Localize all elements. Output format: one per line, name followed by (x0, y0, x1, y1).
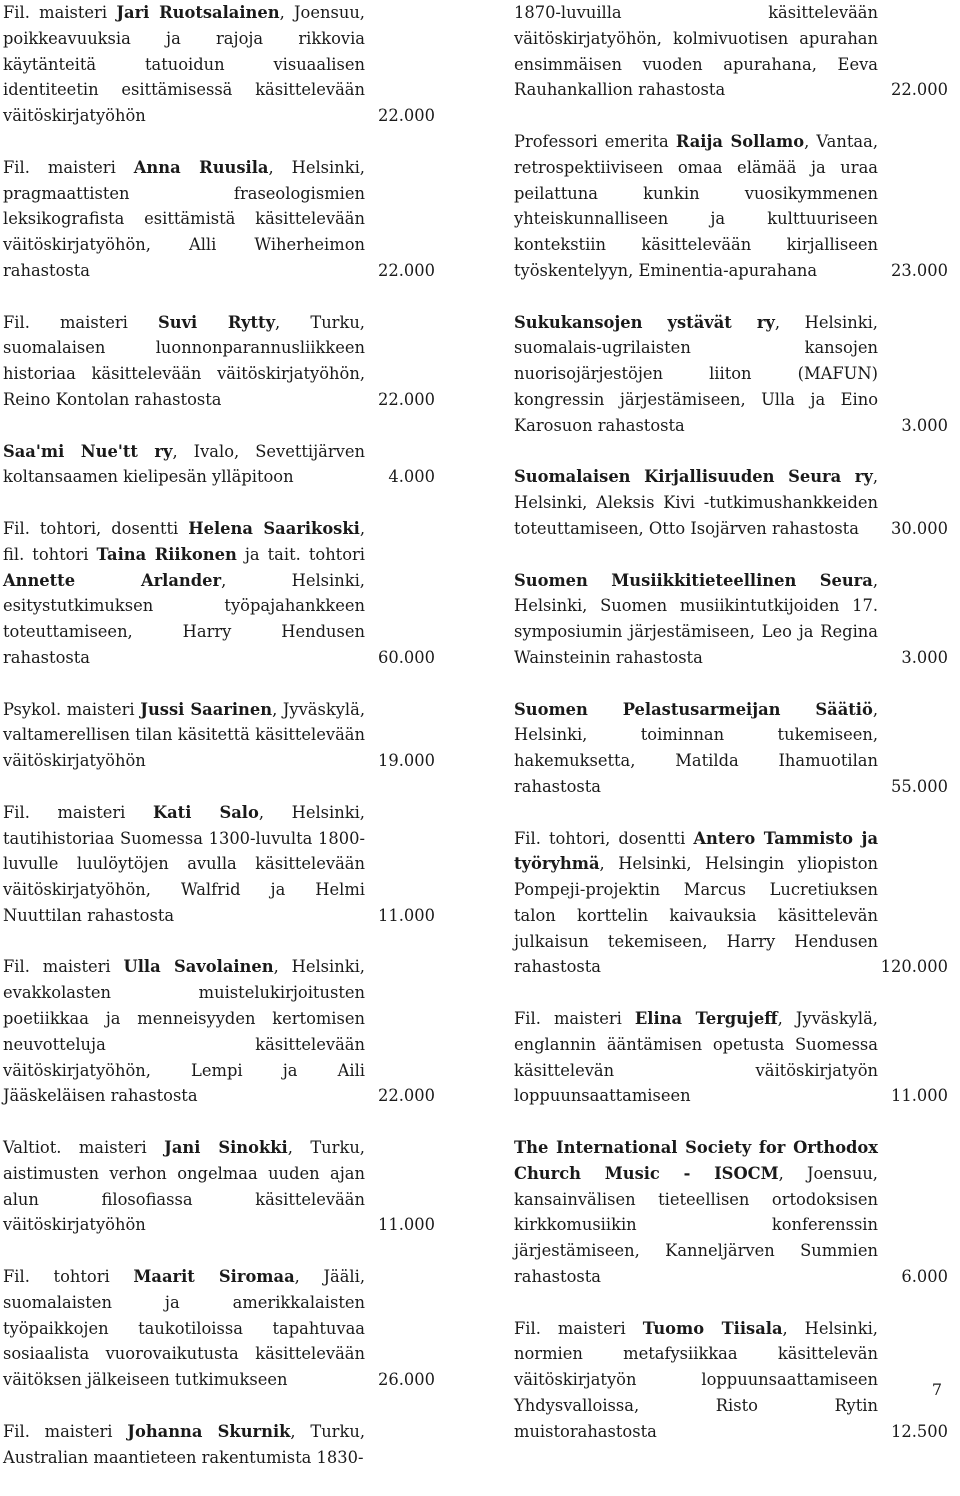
recipient-name: Anna Ruusila (133, 157, 269, 177)
grant-description (514, 310, 878, 439)
recipient-name: The International Society for Orthodox Church Music - ISOCM (514, 1138, 878, 1183)
grant-purpose: , Jyväskylä, englannin ääntämisen opetusta Suomessa käsittelevän väitöskirjatyön loppuunsaattamiseen (514, 1009, 878, 1106)
grant-description (3, 954, 365, 1109)
recipient-name: Elina Tergujeff (634, 1009, 778, 1029)
grant-description (514, 0, 878, 103)
grant-entry (3, 1419, 453, 1471)
grant-entry (514, 1316, 960, 1445)
grant-description (3, 310, 365, 413)
grant-entry (514, 1135, 960, 1290)
recipient-name: Saa'mi Nue'tt ry (3, 441, 173, 461)
grant-description (514, 1135, 878, 1290)
grant-description (3, 516, 365, 671)
recipient-title: Fil. maisteri (514, 1009, 635, 1029)
grant-purpose: , Joensuu, kansainvälisen tieteellisen ortodoksisen kirkkomusiikin konferenssin järjestämiseen, Kanneljärven Summien rahastosta (514, 1163, 878, 1287)
recipient-name: Raija Sollamo (675, 131, 805, 151)
grant-description (514, 1316, 878, 1445)
grant-amount: 11.000 (891, 1086, 948, 1106)
grant-amount: 60.000 (378, 647, 435, 667)
grant-description (514, 826, 878, 981)
recipient-title: Fil. maisteri (514, 1318, 643, 1338)
recipient-name: Jari Ruotsalainen (116, 3, 280, 22)
grant-description (3, 697, 365, 774)
recipient-title: Psykol. maisteri (3, 699, 141, 719)
recipient-title: Valtiot. maisteri (3, 1138, 165, 1158)
grant-description (514, 568, 878, 671)
grant-purpose: , Jyväskylä, valtamerellisen tilan käsitettä käsittelevään väitöskirjatyöhön (3, 699, 365, 771)
recipient-name: Annette Arlander (3, 570, 222, 590)
grant-description (3, 1264, 365, 1393)
grant-purpose: , Helsinki, esitystutkimuksen työpajahankkeen toteuttamiseen, Harry Hendusen rahastosta (3, 570, 365, 667)
grant-entry (3, 1264, 453, 1393)
recipient-title: Professori emerita (514, 131, 676, 151)
grant-purpose: , Helsinki, toiminnan tukemiseen, hakemuksetta, Matilda Ihamuotilan rahastosta (514, 699, 878, 796)
grant-purpose: , Ivalo, Sevettijärven koltansaamen kielipesän ylläpitoon (3, 441, 365, 487)
grant-amount: 22.000 (378, 106, 435, 126)
grant-amount: 4.000 (388, 467, 435, 487)
grant-amount: 12.500 (891, 1421, 948, 1441)
grant-amount: 22.000 (378, 1086, 435, 1106)
grant-purpose: , Vantaa, retrospektiiviseen omaa elämää ja uraa peilattuna kunkin vuosikymmenen yhteiskunnalliseen ja kulttuuriseen kontekstiin käsittelevään kirjalliseen työskentelyyn, Eminentia-apurahana (514, 131, 878, 280)
grant-description (514, 697, 878, 800)
grant-entry (3, 697, 453, 774)
recipient-title: Fil. maisteri (3, 157, 134, 177)
grant-purpose: , Helsinki, Aleksis Kivi -tutkimushankkeiden toteuttamiseen, Otto Isojärven rahastosta (514, 467, 878, 538)
grant-entry (3, 155, 453, 284)
grant-description (514, 464, 878, 541)
recipient-name: Jani Sinokki (164, 1138, 288, 1158)
recipient-name: Maarit Siromaa (133, 1267, 295, 1287)
grant-description (3, 1419, 365, 1471)
recipient-title: Fil. maisteri (3, 957, 124, 977)
grant-description (3, 1135, 365, 1238)
recipient-name: Ulla Savolainen (123, 957, 274, 977)
grant-purpose: , Turku, aistimusten verhon ongelmaa uuden ajan alun filosofiassa käsittelevään väitöskirjatyöhön (3, 1138, 365, 1235)
recipient-name: Suomalaisen Kirjallisuuden Seura ry (514, 467, 873, 487)
grant-entry (514, 826, 960, 981)
grant-amount: 26.000 (378, 1370, 435, 1390)
recipient-name: Kati Salo (152, 802, 259, 822)
grant-entry (3, 1135, 453, 1238)
grant-entry (3, 516, 453, 671)
grant-description (514, 129, 878, 284)
grant-amount: 3.000 (901, 415, 948, 435)
left-column (3, 0, 453, 1496)
recipient-title: Fil. maisteri (3, 312, 158, 332)
grant-amount: 55.000 (891, 776, 948, 796)
grant-purpose: , Turku, suomalaisen luonnonparannusliikkeen historiaa käsittelevään väitöskirjatyöhön, Reino Kontolan rahastosta (3, 312, 365, 409)
recipient-name: Suvi Rytty (157, 312, 276, 332)
grant-amount: 11.000 (378, 905, 435, 925)
grant-entry (514, 568, 960, 671)
grant-entry (514, 0, 960, 103)
grant-description (514, 1006, 878, 1109)
grant-purpose: , Turku, Australian maantieteen rakentumista 1830- (3, 1421, 365, 1467)
recipient-title: ja tait. tohtori (236, 544, 366, 564)
grant-purpose: , Helsinki, tautihistoriaa Suomessa 1300-luvulta 1800-luvulle luulöytöjen avulla käsittelevään väitöskirjatyöhön, Walfrid ja Helmi Nuuttilan rahastosta (3, 802, 365, 925)
grant-description (3, 800, 365, 929)
grant-description (3, 155, 365, 284)
grant-entry (3, 800, 453, 929)
recipient-name: Jussi Saarinen (140, 699, 273, 719)
grant-purpose: , Helsinki, normien metafysiikkaa käsittelevän väitöskirjatyön loppuunsaattamiseen Yhdysvalloissa, Risto Rytin muistorahastosta (514, 1318, 878, 1441)
recipient-name: Helena Saarikoski (188, 518, 360, 538)
recipient-title: , fil. tohtori (3, 518, 366, 564)
grant-purpose: , Helsinki, Helsingin yliopiston Pompeji-projektin Marcus Lucretiuksen talon korttelin kaivauksia käsittelevän julkaisun tekemiseen, Harry Hendusen rahastosta (514, 854, 878, 977)
right-column (514, 0, 960, 1470)
recipient-name: Tuomo Tiisala (642, 1318, 783, 1338)
grant-description (3, 439, 365, 491)
grant-amount: 6.000 (901, 1267, 948, 1287)
grant-purpose: , Helsinki, pragmaattisten fraseologismien leksikografista esittämistä käsittelevään väitöskirjatyöhön, Alli Wiherheimon rahastosta (3, 157, 365, 280)
grant-entry (3, 954, 453, 1109)
recipient-title: Fil. tohtori, dosentti (514, 828, 694, 848)
recipient-name: Sukukansojen ystävät ry (514, 312, 775, 332)
recipient-name: Suomen Musiikkitieteellinen Seura (514, 570, 873, 590)
grant-purpose: , Helsinki, suomalais-ugrilaisten kansojen nuorisojärjestöjen liiton (MAFUN) kongressin järjestämiseen, Ulla ja Eino Karosuon rahastosta (514, 312, 878, 435)
grant-amount: 3.000 (901, 647, 948, 667)
recipient-title: Fil. maisteri (3, 802, 153, 822)
recipient-title: Fil. tohtori (3, 1267, 134, 1287)
grant-amount: 23.000 (891, 260, 948, 280)
grant-purpose: 1870-luvuilla käsittelevään väitöskirjatyöhön, kolmivuotisen apurahan ensimmäisen vuoden apurahana, Eeva Rauhankallion rahastosta (514, 3, 878, 100)
grant-entry (514, 1006, 960, 1109)
grant-entry (514, 464, 960, 541)
recipient-title: Fil. maisteri (3, 3, 117, 22)
grant-entry (3, 439, 453, 491)
grant-purpose: , Helsinki, evakkolasten muistelukirjoitusten poetiikkaa ja menneisyyden kertomisen neuvotteluja käsittelevään väitöskirjatyöhön, Lempi ja Aili Jääskeläisen rahastosta (3, 957, 365, 1106)
grant-purpose: , Jääli, suomalaisten ja amerikkalaisten työpaikkojen taukotiloissa tapahtuvaa sosiaalista vuorovaikutusta käsittelevään väitöksen jälkeiseen tutkimukseen (3, 1267, 366, 1390)
grant-entry (514, 129, 960, 284)
grant-amount: 22.000 (378, 260, 435, 280)
recipient-title: Fil. maisteri (3, 1421, 128, 1441)
grant-entry (3, 310, 453, 413)
grant-amount: 22.000 (891, 80, 948, 100)
grant-amount: 19.000 (378, 751, 435, 771)
recipient-name: Antero Tammisto ja työryhmä (514, 828, 879, 874)
grant-amount: 11.000 (378, 1215, 435, 1235)
grant-entry (514, 697, 960, 800)
grant-entry (514, 310, 960, 439)
grant-entry (3, 0, 453, 129)
grant-purpose: , Helsinki, Suomen musiikintutkijoiden 17. symposiumin järjestämiseen, Leo ja Regina Wainsteinin rahastosta (514, 570, 878, 667)
grant-amount: 22.000 (378, 389, 435, 409)
grant-amount: 120.000 (880, 957, 948, 977)
recipient-title: Fil. tohtori, dosentti (3, 518, 189, 538)
grant-amount: 30.000 (891, 518, 948, 538)
recipient-name: Johanna Skurnik (127, 1421, 291, 1441)
grant-description (3, 0, 365, 129)
recipient-name: Suomen Pelastusarmeijan Säätiö (514, 699, 873, 719)
grant-purpose: , Joensuu, poikkeavuuksia ja rajoja rikkovia käytänteitä tatuoidun visuaalisen identiteetin esittämisessä käsittelevään väitöskirjatyöhön (3, 3, 365, 126)
page-number: 7 (931, 1380, 942, 1399)
recipient-name: Taina Riikonen (96, 544, 237, 564)
